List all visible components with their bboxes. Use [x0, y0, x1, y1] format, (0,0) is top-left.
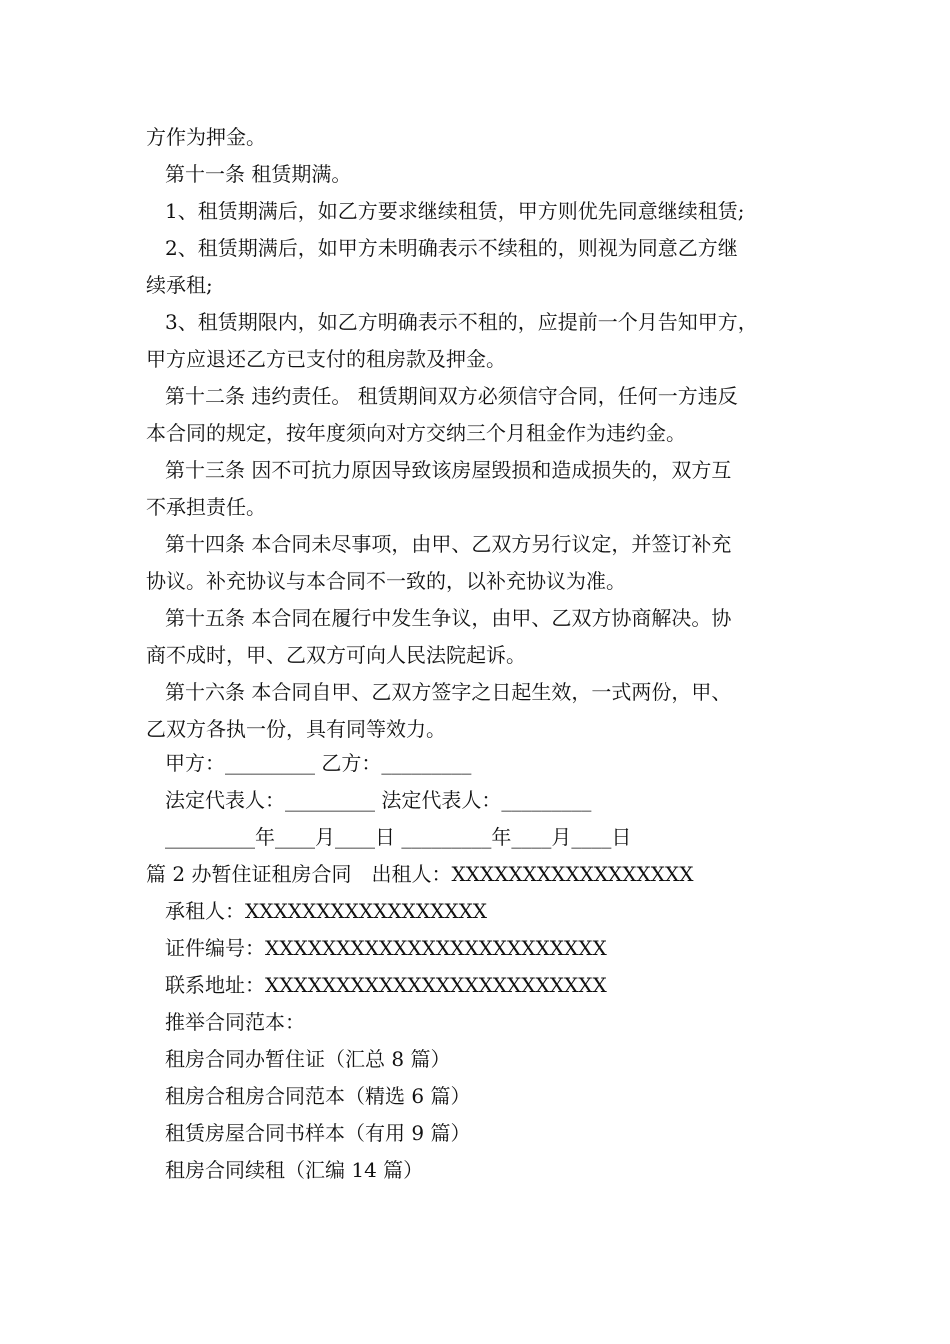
paragraph-line: 3、租赁期限内，如乙方明确表示不租的，应提前一个月告知甲方， [165, 310, 758, 334]
signature-line-representatives: 法定代表人：_________ 法定代表人：_________ [165, 788, 592, 812]
recommend-link[interactable]: 租房合租房合同范本（精选 6 篇） [165, 1084, 471, 1108]
section-heading: 篇 2 办暂住证租房合同 出租人：XXXXXXXXXXXXXXXXX [146, 862, 694, 886]
paragraph-line: 方作为押金。 [146, 125, 266, 149]
field-line-id-number: 证件编号：XXXXXXXXXXXXXXXXXXXXXXXX [165, 936, 607, 960]
paragraph-line: 第十五条 本合同在履行中发生争议，由甲、乙双方协商解决。协 [165, 606, 732, 630]
field-line-tenant: 承租人：XXXXXXXXXXXXXXXXX [165, 899, 488, 923]
paragraph-line: 1、租赁期满后，如乙方要求继续租赁，甲方则优先同意继续租赁; [165, 199, 745, 223]
paragraph-line: 第十一条 租赁期满。 [165, 162, 352, 186]
paragraph-line: 本合同的规定，按年度须向对方交纳三个月租金作为违约金。 [146, 421, 686, 445]
recommend-heading: 推举合同范本： [165, 1010, 305, 1034]
paragraph-line: 商不成时，甲、乙双方可向人民法院起诉。 [146, 643, 526, 667]
paragraph-line: 2、租赁期满后，如甲方未明确表示不续租的，则视为同意乙方继 [165, 236, 738, 260]
paragraph-line: 第十六条 本合同自甲、乙双方签字之日起生效，一式两份，甲、 [165, 680, 732, 704]
paragraph-line: 乙双方各执一份，具有同等效力。 [146, 717, 446, 741]
signature-line-parties: 甲方：_________ 乙方：_________ [165, 751, 472, 775]
paragraph-line: 协议。补充协议与本合同不一致的，以补充协议为准。 [146, 569, 626, 593]
paragraph-line: 甲方应退还乙方已支付的租房款及押金。 [146, 347, 506, 371]
recommend-link[interactable]: 租房合同续租（汇编 14 篇） [165, 1158, 424, 1182]
signature-line-dates: _________年____月____日 _________年____月____日 [165, 825, 632, 849]
paragraph-line: 不承担责任。 [146, 495, 266, 519]
paragraph-line: 第十四条 本合同未尽事项，由甲、乙双方另行议定，并签订补充 [165, 532, 732, 556]
paragraph-line: 续承租; [146, 273, 213, 297]
paragraph-line: 第十二条 违约责任。 租赁期间双方必须信守合同，任何一方违反 [165, 384, 738, 408]
field-line-address: 联系地址：XXXXXXXXXXXXXXXXXXXXXXXX [165, 973, 607, 997]
recommend-link[interactable]: 租赁房屋合同书样本（有用 9 篇） [165, 1121, 471, 1145]
recommend-link[interactable]: 租房合同办暂住证（汇总 8 篇） [165, 1047, 451, 1071]
paragraph-line: 第十三条 因不可抗力原因导致该房屋毁损和造成损失的，双方互 [165, 458, 732, 482]
